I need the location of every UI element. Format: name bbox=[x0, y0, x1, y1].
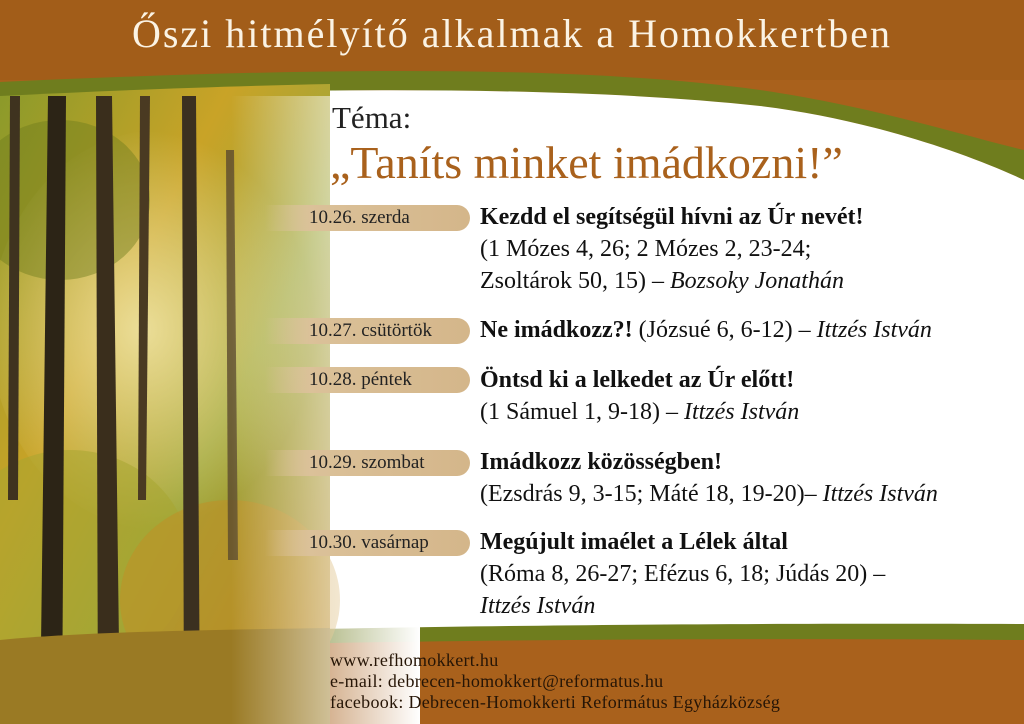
event-date: 10.30. vasárnap bbox=[265, 530, 470, 556]
event-title: Ne imádkozz?! bbox=[480, 317, 633, 343]
facebook-link[interactable]: facebook: Debrecen-Homokkerti Református Egyházközség bbox=[330, 692, 781, 712]
contact-info bbox=[330, 650, 780, 713]
event-speaker: Ittzés István bbox=[480, 593, 596, 619]
theme-label: Téma: bbox=[332, 100, 412, 135]
event-speaker: Bozsoky Jonathán bbox=[669, 268, 844, 294]
event-speaker: Ittzés István bbox=[816, 317, 932, 343]
event-item bbox=[480, 201, 1020, 297]
theme-title: „Taníts minket imádkozni!” bbox=[330, 137, 843, 188]
event-item bbox=[480, 446, 1020, 510]
event-reference: (Józsué 6, 6-12) – bbox=[632, 317, 817, 343]
event-reference: (1 Sámuel 1, 9-18) – bbox=[480, 399, 684, 425]
event-speaker: Ittzés István bbox=[683, 399, 800, 425]
event-title: Megújult imaélet a Lélek által bbox=[480, 529, 788, 555]
page-title: Őszi hitmélyítő alkalmak a Homokkertben bbox=[131, 11, 893, 56]
email-link[interactable]: e-mail: debrecen-homokkert@reformatus.hu bbox=[330, 671, 664, 691]
event-title: Öntsd ki a lelkedet az Úr előtt! bbox=[480, 367, 795, 393]
event-item bbox=[480, 364, 1020, 428]
event-title: Kezdd el segítségül hívni az Úr nevét! bbox=[480, 204, 864, 230]
event-date: 10.27. csütörtök bbox=[265, 318, 470, 344]
event-reference: (1 Mózes 4, 26; 2 Mózes 2, 23-24; bbox=[480, 236, 812, 262]
event-date: 10.29. szombat bbox=[265, 450, 470, 476]
event-title: Imádkozz közösségben! bbox=[480, 449, 723, 475]
event-reference: Zsoltárok 50, 15) – bbox=[480, 268, 670, 294]
event-item bbox=[480, 526, 1020, 622]
event-date: 10.28. péntek bbox=[265, 367, 470, 393]
event-speaker: Ittzés István bbox=[822, 481, 938, 507]
event-reference: (Róma 8, 26-27; Efézus 6, 18; Júdás 20) – bbox=[480, 561, 886, 587]
website-link[interactable]: www.refhomokkert.hu bbox=[330, 650, 499, 670]
event-item bbox=[480, 314, 1020, 346]
event-reference: (Ezsdrás 9, 3-15; Máté 18, 19-20)– bbox=[480, 481, 823, 507]
event-date: 10.26. szerda bbox=[265, 205, 470, 231]
